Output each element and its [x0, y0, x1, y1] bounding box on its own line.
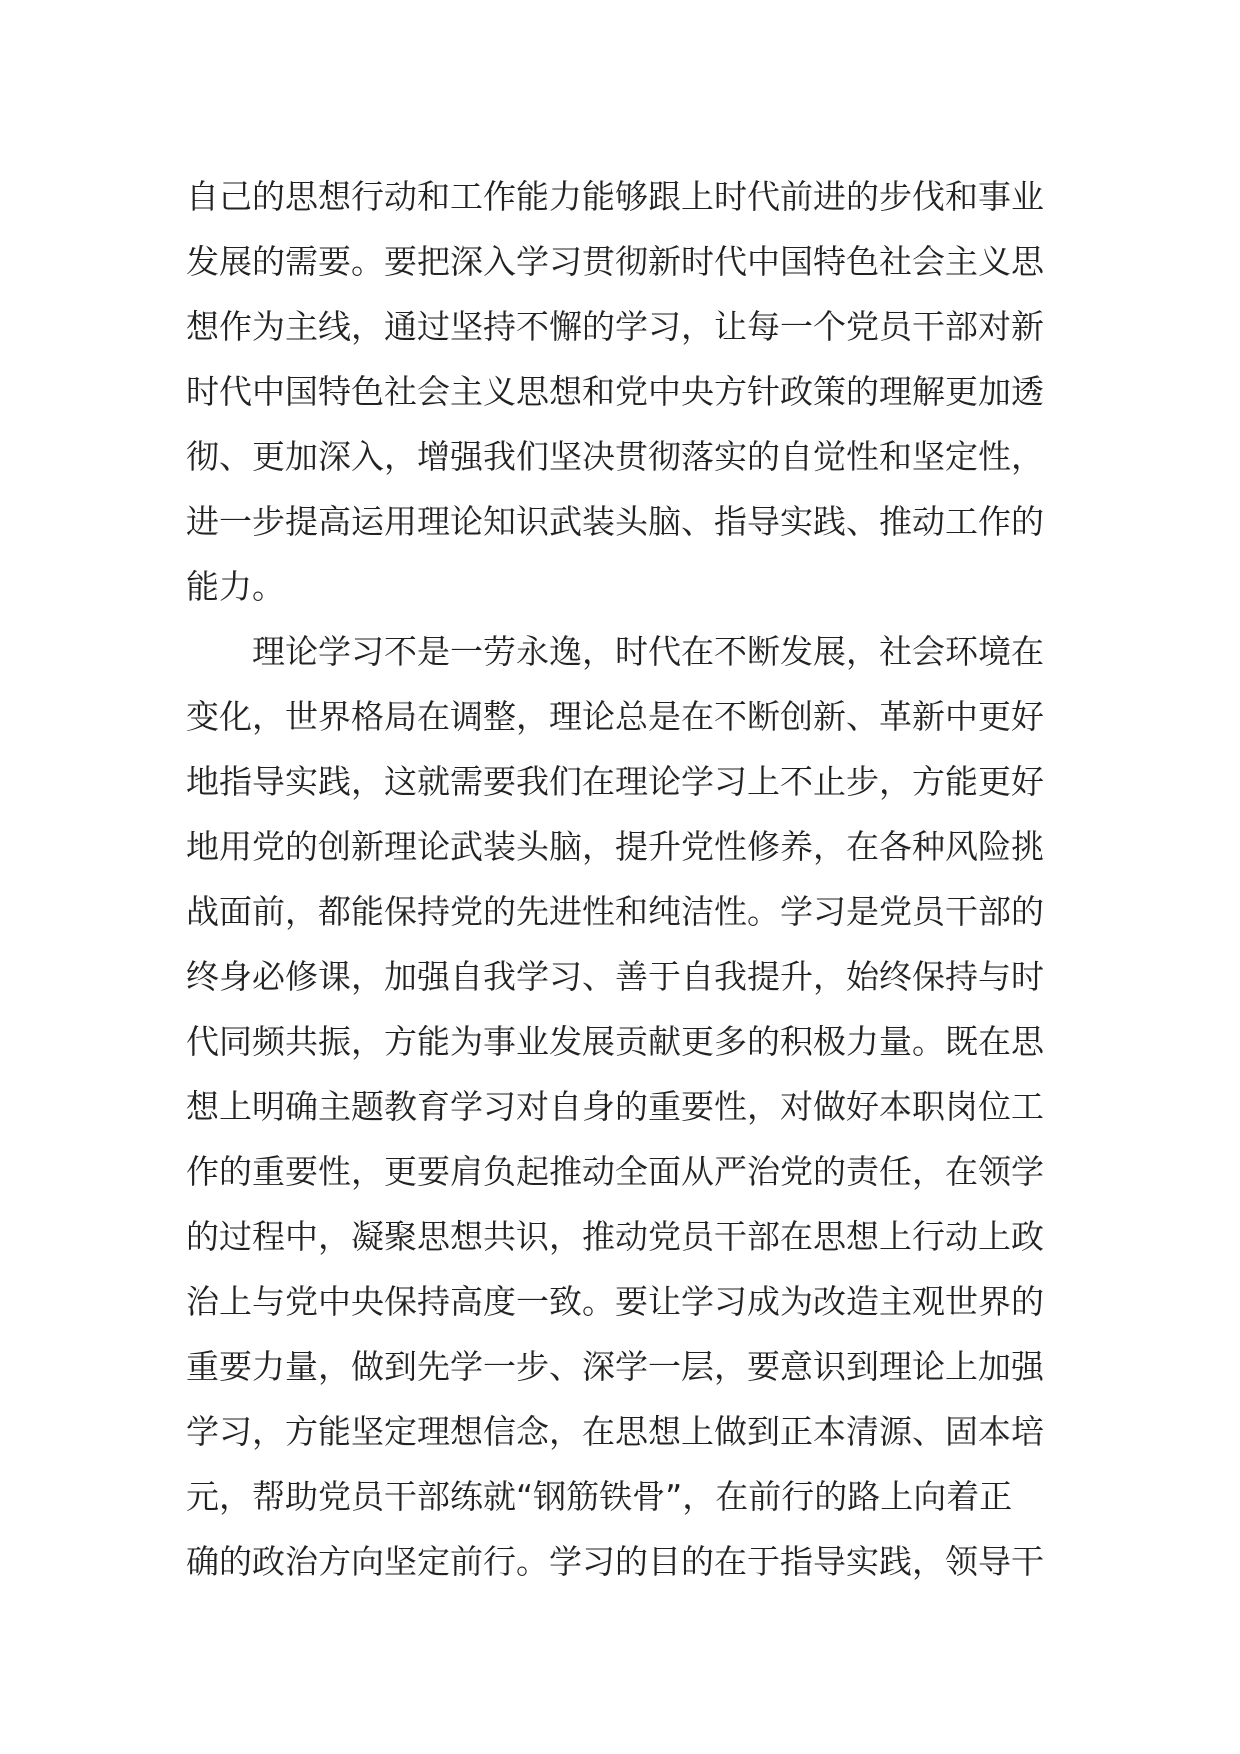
text-line: 的过程中，凝聚思想共识，推动党员干部在思想上行动上政: [186, 1217, 1044, 1256]
text-line: 时代中国特色社会主义思想和党中央方针政策的理解更加透: [186, 372, 1044, 411]
text-line: 元，帮助党员干部练就“钢筋铁骨”，在前行的路上向着正: [186, 1477, 1013, 1516]
text-line: 确的政治方向坚定前行。学习的目的在于指导实践，领导干: [186, 1542, 1044, 1581]
text-line: 作的重要性，更要肩负起推动全面从严治党的责任，在领学: [186, 1152, 1044, 1191]
text-line: 进一步提高运用理论知识武装头脑、指导实践、推动工作的: [186, 502, 1044, 541]
text-line: 地指导实践，这就需要我们在理论学习上不止步，方能更好: [186, 762, 1044, 801]
text-line: 变化，世界格局在调整，理论总是在不断创新、革新中更好: [186, 697, 1044, 736]
text-line: 想作为主线，通过坚持不懈的学习，让每一个党员干部对新: [186, 307, 1044, 346]
text-line: 治上与党中央保持高度一致。要让学习成为改造主观世界的: [186, 1282, 1044, 1321]
document-body: [186, 164, 1056, 1594]
text-line: 发展的需要。要把深入学习贯彻新时代中国特色社会主义思: [186, 242, 1044, 281]
text-line: 学习，方能坚定理想信念，在思想上做到正本清源、固本培: [186, 1412, 1044, 1451]
text-line: 地用党的创新理论武装头脑，提升党性修养，在各种风险挑: [186, 827, 1044, 866]
text-line: 彻、更加深入，增强我们坚决贯彻落实的自觉性和坚定性，: [186, 437, 1044, 476]
text-line: 重要力量，做到先学一步、深学一层，要意识到理论上加强: [186, 1347, 1044, 1386]
text-line: 想上明确主题教育学习对自身的重要性，对做好本职岗位工: [186, 1087, 1044, 1126]
text-line: 代同频共振，方能为事业发展贡献更多的积极力量。既在思: [186, 1022, 1044, 1061]
text-line: 终身必修课，加强自我学习、善于自我提升，始终保持与时: [186, 957, 1044, 996]
text-line: 能力。: [186, 567, 285, 606]
text-line: 战面前，都能保持党的先进性和纯洁性。学习是党员干部的: [186, 892, 1044, 931]
text-line: 自己的思想行动和工作能力能够跟上时代前进的步伐和事业: [186, 177, 1044, 216]
paragraph-start-line: 理论学习不是一劳永逸，时代在不断发展，社会环境在: [252, 632, 1044, 671]
